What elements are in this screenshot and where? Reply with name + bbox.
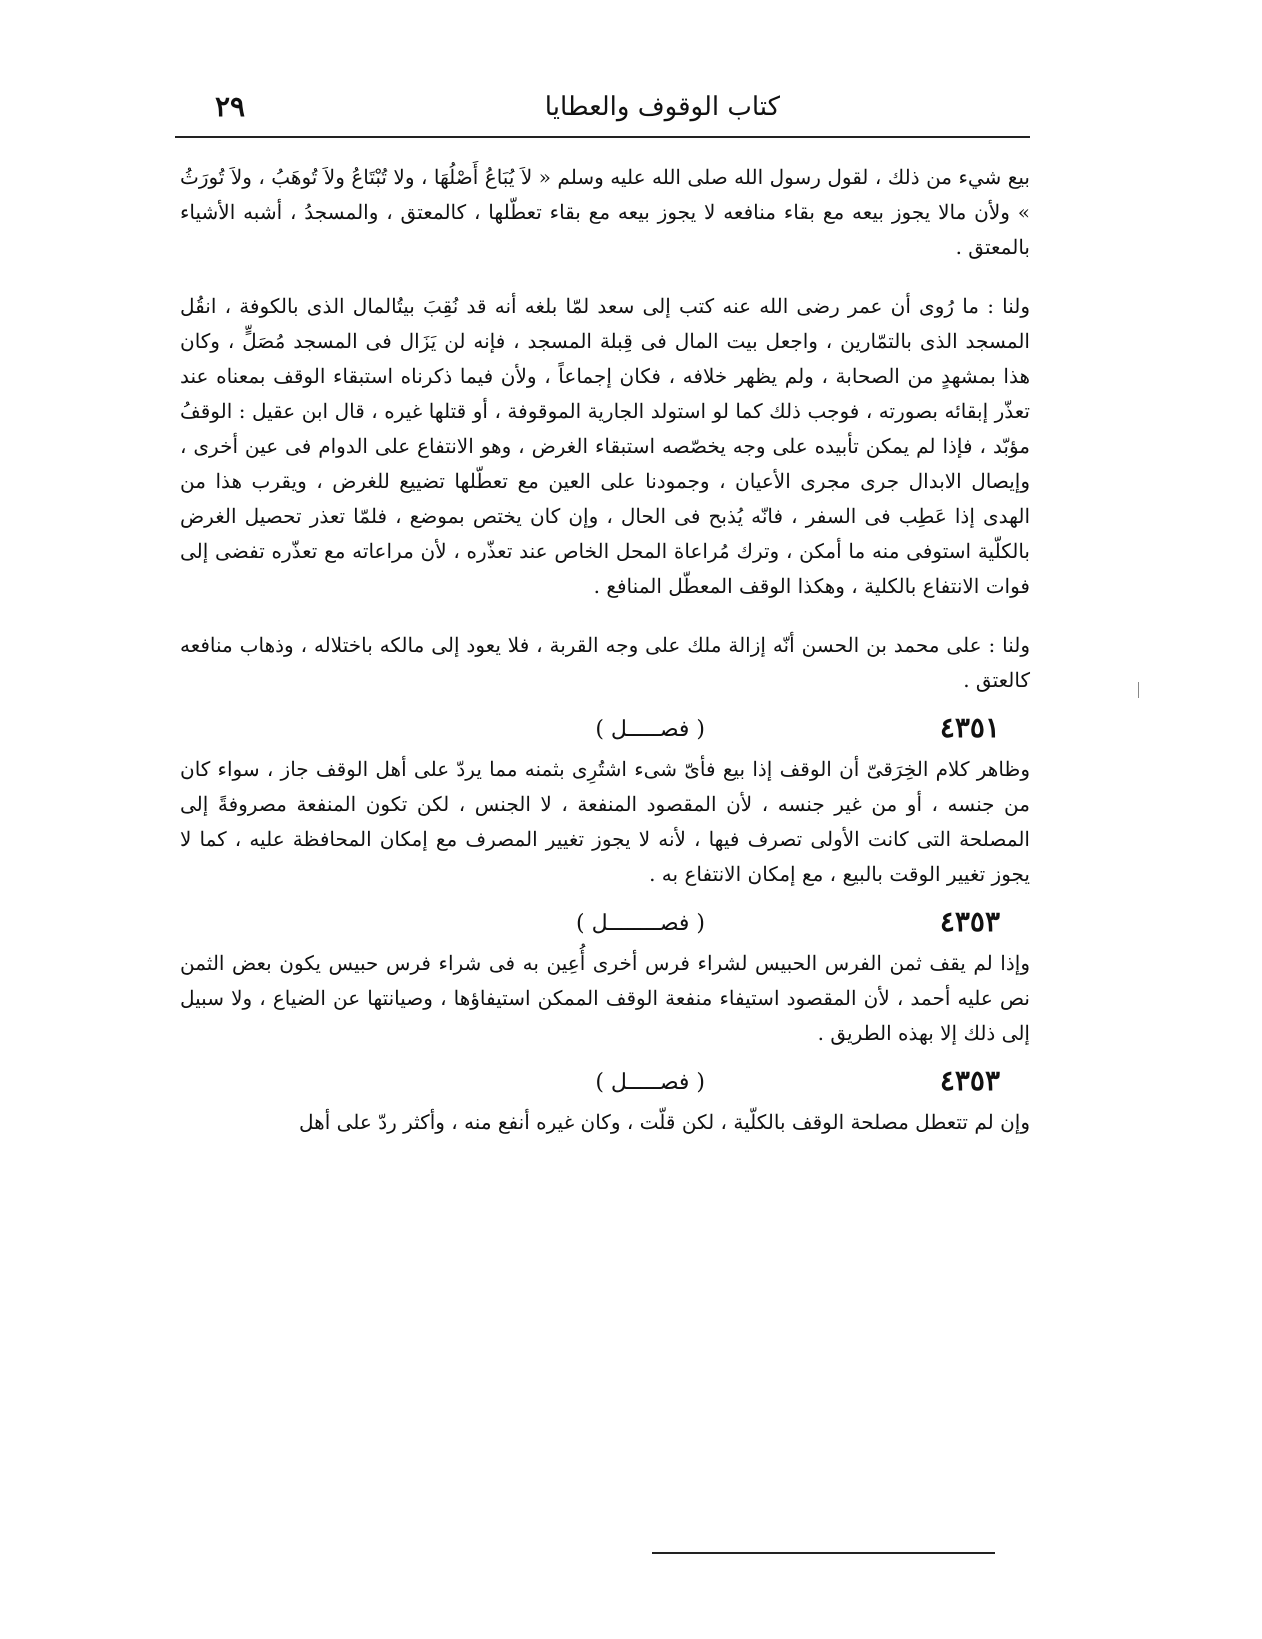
paragraph-3: ولنا : على محمد بن الحسن أنّه إزالة ملك على وجه القربة ، فلا يعود إلى مالكه باختلاله ، وذهاب منافعه كالعتق . [180,633,1030,692]
section-1-text: وظاهر كلام الخِرَقىّ أن الوقف إذا بيع فأىّ شىء اشتُرِى بثمنه مما يردّ على أهل الوقف جاز ، سواء كان من جنسه ، أو من غير جنسه ، لأن المقصود المنفعة ، لا الجنس ، لكن تكون المنفعة مصروفةً إلى المصلحة التى كانت الأولى تصرف فيها ، لأنه لا يجوز تغيير المصرف مع إمكان المحافظة عليه ، كما لا يجوز تغيير الوقت بالبيع ، مع إمكان الانتفاع به . [180,757,1030,886]
book-title: كتاب الوقوف والعطايا [544,92,780,122]
section-label: ( فصـــــل ) [595,1070,705,1095]
section-number: ٤٣٥٣ [939,1064,1000,1097]
section-2-text: وإذا لم يقف ثمن الفرس الحبيس لشراء فرس أخرى أُعِين به فى شراء فرس حبيس يكون بعض الثمن نص عليه أحمد ، لأن المقصود استيفاء منفعة الوقف الممكن استيفاؤها ، وصيانتها عن الضياع ، ولا سبيل إلى ذلك إلا بهذه الطريق . [180,951,1030,1045]
footer-rule [652,1552,995,1554]
body-text [180,160,1030,1140]
paragraph-1: بيع شيء من ذلك ، لقول رسول الله صلى الله عليه وسلم « لاَ يُبَاعُ أَصْلُهَا ، ولا تُبْتَاعُ ولاَ تُوهَبُ ، ولاَ تُورَثُ » ولأن مالا يجوز بيعه مع بقاء منافعه لا يجوز بيعه مع بقاء تعطّلها ، كالمعتق ، والمسجدُ ، أشبه الأشياء بالمعتق . [180,165,1030,259]
header-rule [175,136,1030,138]
section-label: ( فصــــــــل ) [576,911,705,936]
paragraph-2: ولنا : ما رُوى أن عمر رضى الله عنه كتب إلى سعد لمّا بلغه أنه قد نُقِبَ بيتُالمال الذى بالكوفة ، انقُل المسجد الذى بالتمّارين ، واجعل بيت المال فى قِبلة المسجد ، فإنه لن يَزَال فى المسجد مُصَلٍّ ، وكان هذا بمشهدٍ من الصحابة ، ولم يظهر خلافه ، فكان إجماعاً ، ولأن فيما ذكرناه استبقاء الوقف بمعناه عند تعذّر إبقائه بصورته ، فوجب ذلك كما لو استولد الجارية الموقوفة ، أو قتلها غيره ، قال ابن عقيل : الوقفُ مؤبّد ، فإذا لم يمكن تأبيده على وجه يخصّصه استبقاء الغرض ، وهو الانتفاع على الدوام فى عين أخرى ، وإيصال الابدال جرى مجرى الأعيان ، وجمودنا على العين مع تعطّلها تضييع للغرض ، ويقرب هذا من الهدى إذا عَطِب فى السفر ، فانّه يُذبح فى الحال ، وإن كان يختص بموضع ، فلمّا تعذر تحصيل الغرض بالكلّية استوفى منه ما أمكن ، وترك مُراعاة المحل الخاص عند تعذّره ، لأن مراعاته مع تعذّره تفضى إلى فوات الانتفاع بالكلية ، وهكذا الوقف المعطّل المنافع . [180,294,1031,598]
section-number: ٤٣٥١ [939,711,1000,744]
section-heading-2 [180,898,1030,946]
running-header [175,86,1030,136]
page-number: ٢٩ [215,90,246,123]
section-number: ٤٣٥٣ [939,905,1000,938]
section-heading-1 [180,704,1030,752]
section-label: ( فصـــــل ) [595,717,705,742]
section-heading-3 [180,1057,1030,1105]
section-3-text: وإن لم تتعطل مصلحة الوقف بالكلّية ، لكن قلّت ، وكان غيره أنفع منه ، وأكثر ردّ على أهل [299,1110,1030,1134]
margin-mark [1138,682,1139,698]
